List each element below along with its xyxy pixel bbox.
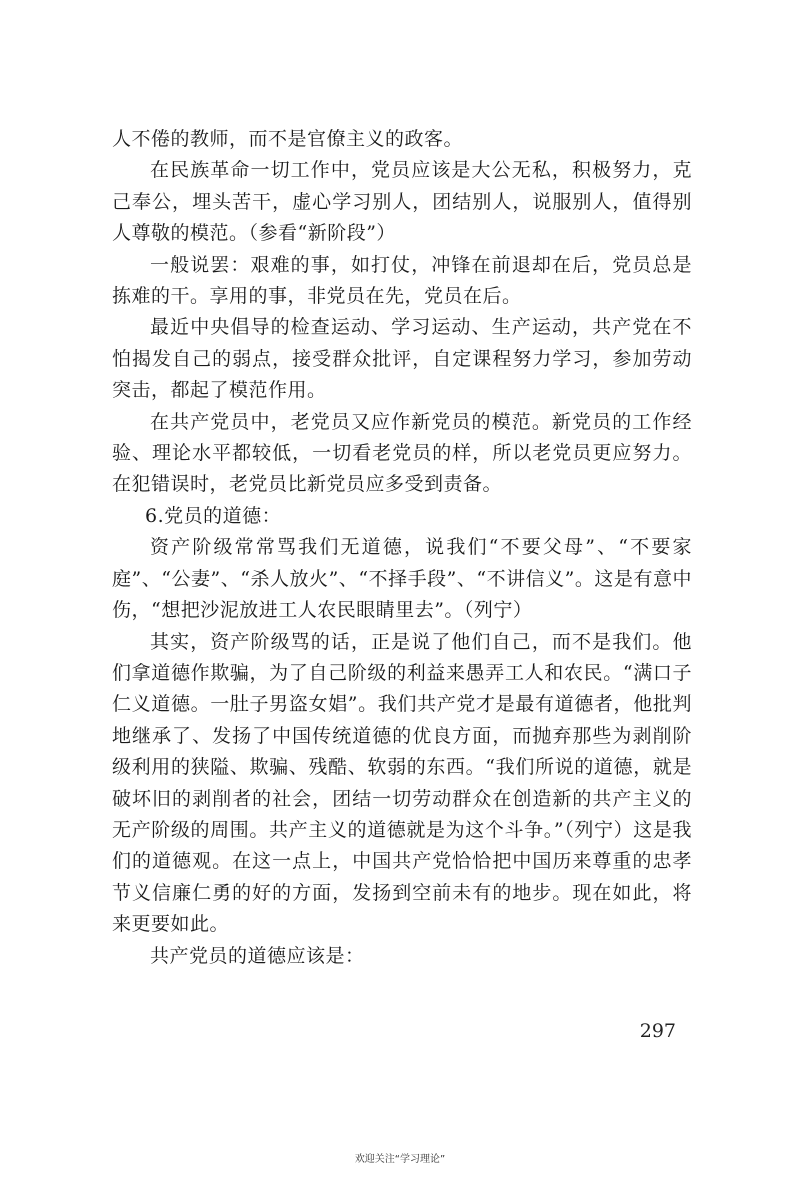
page-number: 297 — [639, 1020, 676, 1042]
paragraph-old-members: 在共产党员中，老党员又应作新党员的模范。新党员的工作经验、理论水平都较低，一切看老党员的样，所以老党员更应努力。在犯错误时，老党员比新党员应多受到责备。 — [112, 410, 692, 496]
paragraph-bourgeois-accusation: 资产阶级常常骂我们无道德，说我们“不要父母”、“不要家庭”、“公妻”、“杀人放火”、“不择手段”、“不讲信义”。这是有意中伤，“想把沙泥放进工人农民眼睛里去”。（列宁） — [112, 536, 692, 622]
body-text — [112, 124, 692, 972]
paragraph-campaigns: 最近中央倡导的检查运动、学习运动、生产运动，共产党在不怕揭发自己的弱点，接受群众批评，自定课程努力学习，参加劳动突击，都起了模范作用。 — [112, 316, 692, 402]
paragraph-model-role: 在民族革命一切工作中，党员应该是大公无私，积极努力，克己奉公，埋头苦干，虚心学习别人，团结别人，说服别人，值得别人尊敬的模范。（参看“新阶段”） — [112, 159, 692, 245]
footer-text: 欢迎关注“学习理论” — [354, 1154, 446, 1165]
paragraph-morality-should-be: 共产党员的道德应该是： — [150, 944, 365, 967]
paragraph-general: 一般说罢：艰难的事，如打仗，冲锋在前退却在后，党员总是拣难的干。享用的事，非党员在先，党员在后。 — [112, 253, 692, 308]
paragraph-continuation: 人不倦的教师，而不是官僚主义的政客。 — [112, 128, 464, 150]
section-heading-morality: 6.党员的道德： — [145, 504, 282, 527]
paragraph-moral-view: 其实，资产阶级骂的话，正是说了他们自己，而不是我们。他们拿道德作欺骗，为了自己阶级的利益来愚弄工人和农民。“满口子仁义道德。一肚子男盗女娼”。我们共产党才是最有道德者，他批判地继承了、发扬了中国传统道德的优良方面，而抛弃那些为剥削阶级利用的狭隘、欺骗、残酷、软弱的东西。“我们所说的道德，就是破坏旧的剥削者的社会，团结一切劳动群众在创造新的共产主义的无产阶级的周围。共产主义的道德就是为这个斗争。”（列宁）这是我们的道德观。在这一点上，中国共产党恰恰把中国历来尊重的忠孝节义信廉仁勇的好的方面，发扬到空前未有的地步。现在如此，将来更要如此。 — [112, 630, 692, 936]
